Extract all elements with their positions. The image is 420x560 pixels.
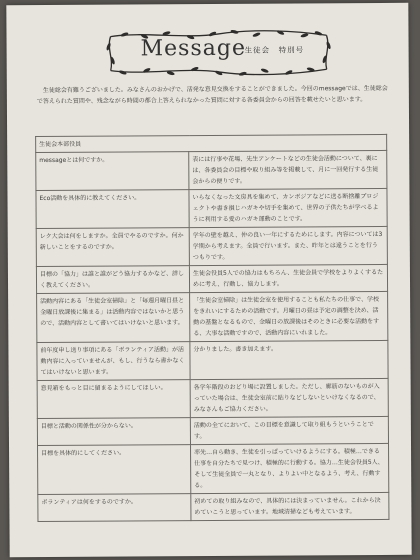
table-row (37, 416, 388, 445)
table-row (36, 150, 387, 190)
intro-paragraph: 生徒総会有難うございました。みなさんのおかげで、活発な意見交換をすることができました。今回のmessageでは、生徒総会で答えられた質問や、残念ながら時間の都合上答えられなかった質問に対する各委員会からの回答を載せたいと思います。 (36, 84, 388, 106)
answer-cell: 初めての取り組みなので、具体的には決まっていません。これから決めていこうと思っています。地域清掃なども考えています。 (191, 492, 389, 520)
table-row (38, 492, 389, 521)
table-row (38, 443, 389, 494)
answer-cell: 「生徒会室掃除」は生徒会室を使用することも私たちの仕事で、学校をきれいにするための活動です。月曜日の昼は予定の調整を決め、活動の基盤となるもので、金曜日の放課後はそのときに必要な活動をする、大事な活動ですので、活動内容にいれました。 (190, 291, 388, 341)
question-cell: Eco活動を具体的に教えてください。 (36, 190, 189, 229)
table-row (37, 291, 388, 342)
question-cell: 意見箱をもっと目に留まるようにしてほしい。 (37, 380, 190, 419)
question-cell: ボランティアは何をするのですか。 (38, 494, 191, 522)
answer-cell: 各学年階段のおどり場に設置しました。ただし、廊筋のないものが入っていた場合は、生徒会室前に貼りなどしないといけなくなるので、みなさんもご協力ください。 (190, 378, 388, 417)
answer-cell: 生徒会役員5人での協力はもちろん、生徒会員で学校をよりよくするために考え、行動し、協力します。 (189, 264, 387, 292)
question-cell: 前年度申し送り事項にある「ボランティア活動」が活動内容に入っていませんが、もし、行うなら書かなくてはいけないと思います。 (37, 342, 190, 381)
newsletter-subtitle: 生徒会 特別号 (244, 45, 305, 55)
answer-cell: いらなくなった文房具を集めて、カンボジアなどに送る断捨離プロジェクトや書き損じハガキや切手を集めて、世界の子供たちが学べるように利用する愛のハガキ運動のことです。 (189, 188, 387, 227)
table-row (36, 264, 387, 293)
title-banner (104, 29, 332, 76)
question-cell: 目標の「協力」は誰と誰がどう協力するかなど、詳しく教えてください。 (36, 266, 189, 294)
answer-cell: 分かりました。書き加えます。 (190, 340, 388, 379)
question-cell: 目標を具体的にしてください。 (38, 445, 191, 495)
question-cell: 目標と活動の関係性が分からない。 (37, 418, 190, 446)
question-cell: レク大会は何をしますか。全員でやるのですか。何か新しいことをするのですか。 (36, 228, 189, 267)
table-row (36, 226, 387, 266)
table-header: 生徒会本部役員 (36, 134, 387, 152)
document-page (6, 3, 411, 557)
table-row (37, 378, 388, 418)
question-cell: messageとは何ですか。 (36, 152, 189, 191)
answer-cell: 率先…自ら動き、生徒を引っぱっていけるようにする。積極…できる仕事を自分たちで見つけ、積極的に行動する。協力…生徒会役員5人、そして生徒全員で一丸となり、よりよい中となるよう、考え、行動する。 (191, 443, 389, 493)
answer-cell: 活動の全てにおいて、この目標を意識して取り組もうということです。 (190, 416, 388, 444)
table-row (37, 340, 388, 380)
intro-text (37, 83, 389, 107)
answer-cell: 学年の壁を越え、仲の良い一年にするためにします。内容については3学期から考えます。全員で行います。また、昨年とは違うことを行うつもりです。 (189, 226, 387, 265)
answer-cell: 表には行事や花場、先生アンケートなどの生徒会活動について、裏には、各委員会の目標や取り組み等を掲載して、月に一回発行する生徒会からの便りです。 (189, 150, 387, 189)
table-row (36, 188, 387, 228)
newsletter-title: Message (140, 35, 247, 62)
question-cell: 活動内容にある「生徒会室掃除」と「毎週月曜日昼と金曜日放課後に集まる」は活動内容ではないかと思うので、活動内容として書いてはいけないと思います。 (37, 293, 190, 343)
qa-table (35, 134, 389, 522)
